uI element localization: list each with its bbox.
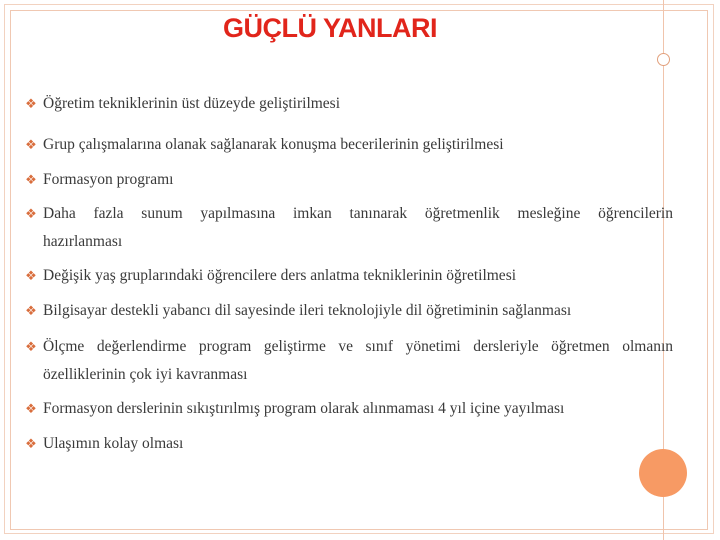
diamond-bullet-icon: ❖ <box>25 206 37 221</box>
list-item-text: Ölçme değerlendirme program geliştirme ve sınıf yönetimi dersleriyle öğretmen olmanın <box>43 338 673 355</box>
diamond-bullet-icon: ❖ <box>25 401 37 416</box>
decorative-small-circle <box>657 53 670 66</box>
diamond-bullet-icon: ❖ <box>25 339 37 354</box>
list-item-text: Formasyon derslerinin sıkıştırılmış program olarak alınmaması 4 yıl içine yayılması <box>43 400 565 417</box>
diamond-bullet-icon: ❖ <box>25 436 37 451</box>
diamond-bullet-icon: ❖ <box>25 137 37 152</box>
diamond-bullet-icon: ❖ <box>25 172 37 187</box>
slide-title: GÜÇLÜ YANLARI <box>222 13 438 43</box>
list-item-text: Formasyon programı <box>43 171 174 188</box>
list-item-text: Grup çalışmalarına olanak sağlanarak konuşma becerilerinin geliştirilmesi <box>43 136 504 153</box>
list-item-text: Değişik yaş gruplarındaki öğrencilere ders anlatma tekniklerinin öğretilmesi <box>43 267 517 284</box>
list-item-text: Daha fazla sunum yapılmasına imkan tanınarak öğretmenlik mesleğine öğrencilerin <box>43 205 673 222</box>
list-item-text: Ulaşımın kolay olması <box>43 435 184 452</box>
diamond-bullet-icon: ❖ <box>25 303 37 318</box>
list-item-text-continued: özelliklerinin çok iyi kavranması <box>43 366 248 383</box>
list-item-text: Öğretim tekniklerinin üst düzeyde geliştirilmesi <box>43 95 341 112</box>
diamond-bullet-icon: ❖ <box>25 268 37 283</box>
diamond-bullet-icon: ❖ <box>25 96 37 111</box>
list-item-text: Bilgisayar destekli yabancı dil sayesinde ileri teknolojiyle dil öğretiminin sağlanması <box>43 302 572 319</box>
list-item-text-continued: hazırlanması <box>43 233 123 250</box>
